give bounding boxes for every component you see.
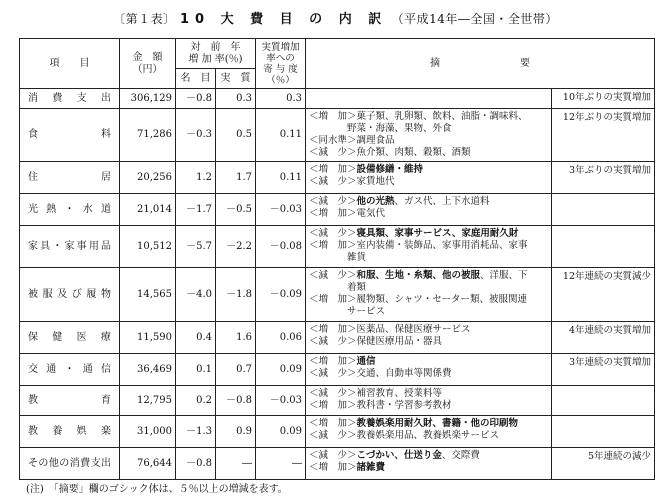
summary-line xyxy=(309,418,548,430)
row-nominal-change: 0.2 xyxy=(176,386,216,416)
header-nominal: 名 目 xyxy=(176,69,216,89)
summary-text: 電気代 xyxy=(356,208,386,219)
table-row xyxy=(20,194,655,226)
summary-text: 履物類、シャツ・セーター類、被服関連 xyxy=(356,294,527,305)
row-note: 4年連続の実質増加 xyxy=(552,322,655,354)
table-row xyxy=(20,226,655,268)
summary-line xyxy=(309,400,548,412)
header-contribution: 実質増加 率への 寄 与 度 （％） xyxy=(256,39,306,89)
row-summary xyxy=(306,322,552,354)
summary-text: 室内装備・装飾品、家事用消耗品、家事 xyxy=(356,240,528,251)
row-contribution: 0.09 xyxy=(256,354,306,386)
summary-bold-text: 他の光熱 xyxy=(356,196,395,207)
summary-line xyxy=(309,111,548,123)
summary-bold-text: 教養娯楽用耐久財、書籍・他の印刷物 xyxy=(356,418,519,429)
header-summary: 摘 要 xyxy=(306,39,655,89)
summary-line xyxy=(309,324,548,336)
table-row xyxy=(20,89,655,109)
summary-text: 雑貨 xyxy=(309,252,367,263)
summary-tag: ＜増 加＞ xyxy=(309,356,357,367)
row-note: 12年ぶりの実質増加 xyxy=(552,109,655,162)
summary-text: 調理食品 xyxy=(356,135,395,146)
summary-tag: ＜増 加＞ xyxy=(309,164,357,175)
row-contribution: －0.03 xyxy=(256,194,306,226)
row-contribution: －0.03 xyxy=(256,386,306,416)
row-contribution: 0.11 xyxy=(256,109,306,162)
row-item-name: 光熱・水道 xyxy=(20,194,120,226)
summary-bold-text: 設備修繕・維持 xyxy=(356,164,424,175)
summary-tag: ＜減 少＞ xyxy=(309,368,357,379)
summary-text: 補習教育、授業料等 xyxy=(356,388,443,399)
summary-text: 交通、自動車等関係費 xyxy=(356,368,452,379)
row-contribution: －0.08 xyxy=(256,226,306,268)
row-summary xyxy=(306,226,552,268)
row-nominal-change: －1.7 xyxy=(176,194,216,226)
summary-text: 保健医療用品・器具 xyxy=(356,336,443,347)
row-real-change: 1.6 xyxy=(216,322,256,354)
row-item-name: 消費支出 xyxy=(20,89,120,109)
summary-line xyxy=(309,294,548,306)
summary-tag: ＜減 少＞ xyxy=(309,228,357,239)
header-item: 項 目 xyxy=(20,39,120,89)
table-row xyxy=(20,162,655,194)
summary-line xyxy=(309,368,548,380)
row-nominal-change: －0.8 xyxy=(176,448,216,480)
summary-text: 家賃地代 xyxy=(356,176,395,187)
summary-line xyxy=(309,228,548,240)
row-summary xyxy=(306,416,552,448)
table-row xyxy=(20,268,655,322)
row-real-change: －1.8 xyxy=(216,268,256,322)
row-note: 10年ぶりの実質増加 xyxy=(552,89,655,109)
summary-tag: ＜減 少＞ xyxy=(309,147,357,158)
summary-text: 、交際費 xyxy=(441,450,480,461)
row-amount: 31,000 xyxy=(120,416,176,448)
row-amount: 71,286 xyxy=(120,109,176,162)
summary-text: 、洋服、下 xyxy=(480,270,528,281)
row-summary xyxy=(306,89,552,109)
summary-line xyxy=(309,240,548,252)
expenditure-table xyxy=(19,38,655,480)
summary-text: 教養娯楽用品、教養娯楽サービス xyxy=(356,430,500,441)
row-note xyxy=(552,226,655,268)
summary-tag: ＜減 少＞ xyxy=(309,336,357,347)
summary-line xyxy=(309,306,548,318)
summary-bold-text: 寝具類、家事サービス、家庭用耐久財 xyxy=(356,228,519,239)
row-nominal-change: －5.7 xyxy=(176,226,216,268)
row-item-name: 家具・家事用品 xyxy=(20,226,120,268)
row-nominal-change: 1.2 xyxy=(176,162,216,194)
row-item-name: 住居 xyxy=(20,162,120,194)
row-note: 5年連続の減少 xyxy=(552,448,655,480)
row-item-name: 保健医療 xyxy=(20,322,120,354)
row-nominal-change: －0.3 xyxy=(176,109,216,162)
row-amount: 36,469 xyxy=(120,354,176,386)
header-yoy: 対 前 年 増 加 率(％) xyxy=(176,39,256,69)
row-real-change: －0.5 xyxy=(216,194,256,226)
table-row xyxy=(20,416,655,448)
row-summary xyxy=(306,386,552,416)
row-summary xyxy=(306,162,552,194)
summary-tag: ＜増 加＞ xyxy=(309,111,357,122)
summary-text: 着類 xyxy=(309,282,367,293)
summary-bold-text: こづかい、仕送り金 xyxy=(356,450,442,461)
table-row xyxy=(20,448,655,480)
summary-tag: ＜減 少＞ xyxy=(309,176,357,187)
summary-text: サービス xyxy=(309,306,386,317)
row-note xyxy=(552,416,655,448)
summary-tag: ＜増 加＞ xyxy=(309,294,357,305)
row-item-name: 教育 xyxy=(20,386,120,416)
row-amount: 12,795 xyxy=(120,386,176,416)
row-summary xyxy=(306,268,552,322)
row-item-name: 教養娯楽 xyxy=(20,416,120,448)
row-summary xyxy=(306,448,552,480)
summary-bold-text: 和服、生地・糸類、他の被服 xyxy=(356,270,481,281)
row-contribution: ― xyxy=(256,448,306,480)
summary-line xyxy=(309,123,548,135)
row-summary xyxy=(306,109,552,162)
summary-line xyxy=(309,450,548,462)
header-amount: 金 額 （円） xyxy=(120,39,176,89)
row-contribution: 0.09 xyxy=(256,416,306,448)
row-item-name: 交通・通信 xyxy=(20,354,120,386)
summary-text: 、ガス代、上下水道料 xyxy=(394,196,490,207)
row-contribution: 0.06 xyxy=(256,322,306,354)
row-amount: 21,014 xyxy=(120,194,176,226)
summary-line xyxy=(309,208,548,220)
summary-tag: ＜減 少＞ xyxy=(309,270,357,281)
row-note: 3年連続の実質増加 xyxy=(552,354,655,386)
row-item-name: 食料 xyxy=(20,109,120,162)
summary-line xyxy=(309,135,548,147)
row-item-name: その他の消費支出 xyxy=(20,448,120,480)
table-row xyxy=(20,354,655,386)
summary-line xyxy=(309,282,548,294)
summary-tag: ＜減 少＞ xyxy=(309,450,357,461)
row-amount: 11,590 xyxy=(120,322,176,354)
row-contribution: －0.09 xyxy=(256,268,306,322)
row-nominal-change: －4.0 xyxy=(176,268,216,322)
summary-text: 医薬品、保健医療サービス xyxy=(356,324,471,335)
row-amount: 76,644 xyxy=(120,448,176,480)
summary-tag: ＜増 加＞ xyxy=(309,208,357,219)
row-item-name: 被服及び履物 xyxy=(20,268,120,322)
row-summary xyxy=(306,354,552,386)
row-real-change: －0.8 xyxy=(216,386,256,416)
summary-line xyxy=(309,196,548,208)
row-real-change: 0.5 xyxy=(216,109,256,162)
table-row xyxy=(20,322,655,354)
row-note: 12年連続の実質減少 xyxy=(552,268,655,322)
row-amount: 20,256 xyxy=(120,162,176,194)
summary-text: 野菜・海藻、果物、外食 xyxy=(309,123,452,134)
summary-text: 教科書・学習参考教材 xyxy=(356,400,452,411)
summary-tag: ＜増 加＞ xyxy=(309,324,357,335)
row-amount: 10,512 xyxy=(120,226,176,268)
header-real: 実 質 xyxy=(216,69,256,89)
title-suffix: （平成14年―全国・全世帯） xyxy=(391,12,558,26)
summary-tag: ＜減 少＞ xyxy=(309,196,357,207)
summary-line xyxy=(309,164,548,176)
row-amount: 14,565 xyxy=(120,268,176,322)
table-row xyxy=(20,109,655,162)
row-real-change: 0.7 xyxy=(216,354,256,386)
summary-tag: ＜増 加＞ xyxy=(309,418,357,429)
summary-text: 魚介類、肉類、穀類、酒類 xyxy=(356,147,471,158)
row-nominal-change: 0.4 xyxy=(176,322,216,354)
row-real-change: 1.7 xyxy=(216,162,256,194)
row-real-change: －2.2 xyxy=(216,226,256,268)
row-note xyxy=(552,194,655,226)
row-nominal-change: －1.3 xyxy=(176,416,216,448)
row-real-change: 0.9 xyxy=(216,416,256,448)
row-contribution: 0.3 xyxy=(256,89,306,109)
table-row xyxy=(20,386,655,416)
summary-bold-text: 諸雑費 xyxy=(356,462,386,473)
row-amount: 306,129 xyxy=(120,89,176,109)
row-note: 3年ぶりの実質増加 xyxy=(552,162,655,194)
title-prefix: 〔第１表〕 xyxy=(113,12,176,26)
table-body xyxy=(20,89,655,480)
summary-text: 菓子類、乳卵類、飲料、油脂・調味料、 xyxy=(356,111,528,122)
row-summary xyxy=(306,194,552,226)
summary-line xyxy=(309,252,548,264)
table-title xyxy=(0,8,671,27)
summary-line xyxy=(309,356,548,368)
summary-tag: ＜減 少＞ xyxy=(309,388,357,399)
summary-tag: ＜減 少＞ xyxy=(309,430,357,441)
summary-line xyxy=(309,388,548,400)
summary-line xyxy=(309,430,548,442)
row-note xyxy=(552,386,655,416)
title-main: 10 大 費 目 の 内 訳 xyxy=(179,12,388,27)
summary-line xyxy=(309,176,548,188)
summary-tag: ＜増 加＞ xyxy=(309,400,357,411)
row-real-change: ― xyxy=(216,448,256,480)
summary-tag: ＜同水準＞ xyxy=(309,135,357,146)
summary-tag: ＜増 加＞ xyxy=(309,240,357,251)
summary-bold-text: 通信 xyxy=(356,356,376,367)
summary-line xyxy=(309,336,548,348)
footnote: (注) 「摘要」欄のゴシック体は、５％以上の増減を表す。 xyxy=(26,484,288,495)
summary-line xyxy=(309,147,548,159)
row-nominal-change: 0.1 xyxy=(176,354,216,386)
summary-line xyxy=(309,270,548,282)
summary-line xyxy=(309,462,548,474)
row-nominal-change: －0.8 xyxy=(176,89,216,109)
summary-tag: ＜増 加＞ xyxy=(309,462,357,473)
row-contribution: 0.11 xyxy=(256,162,306,194)
row-real-change: 0.3 xyxy=(216,89,256,109)
header-row-1 xyxy=(20,39,655,69)
